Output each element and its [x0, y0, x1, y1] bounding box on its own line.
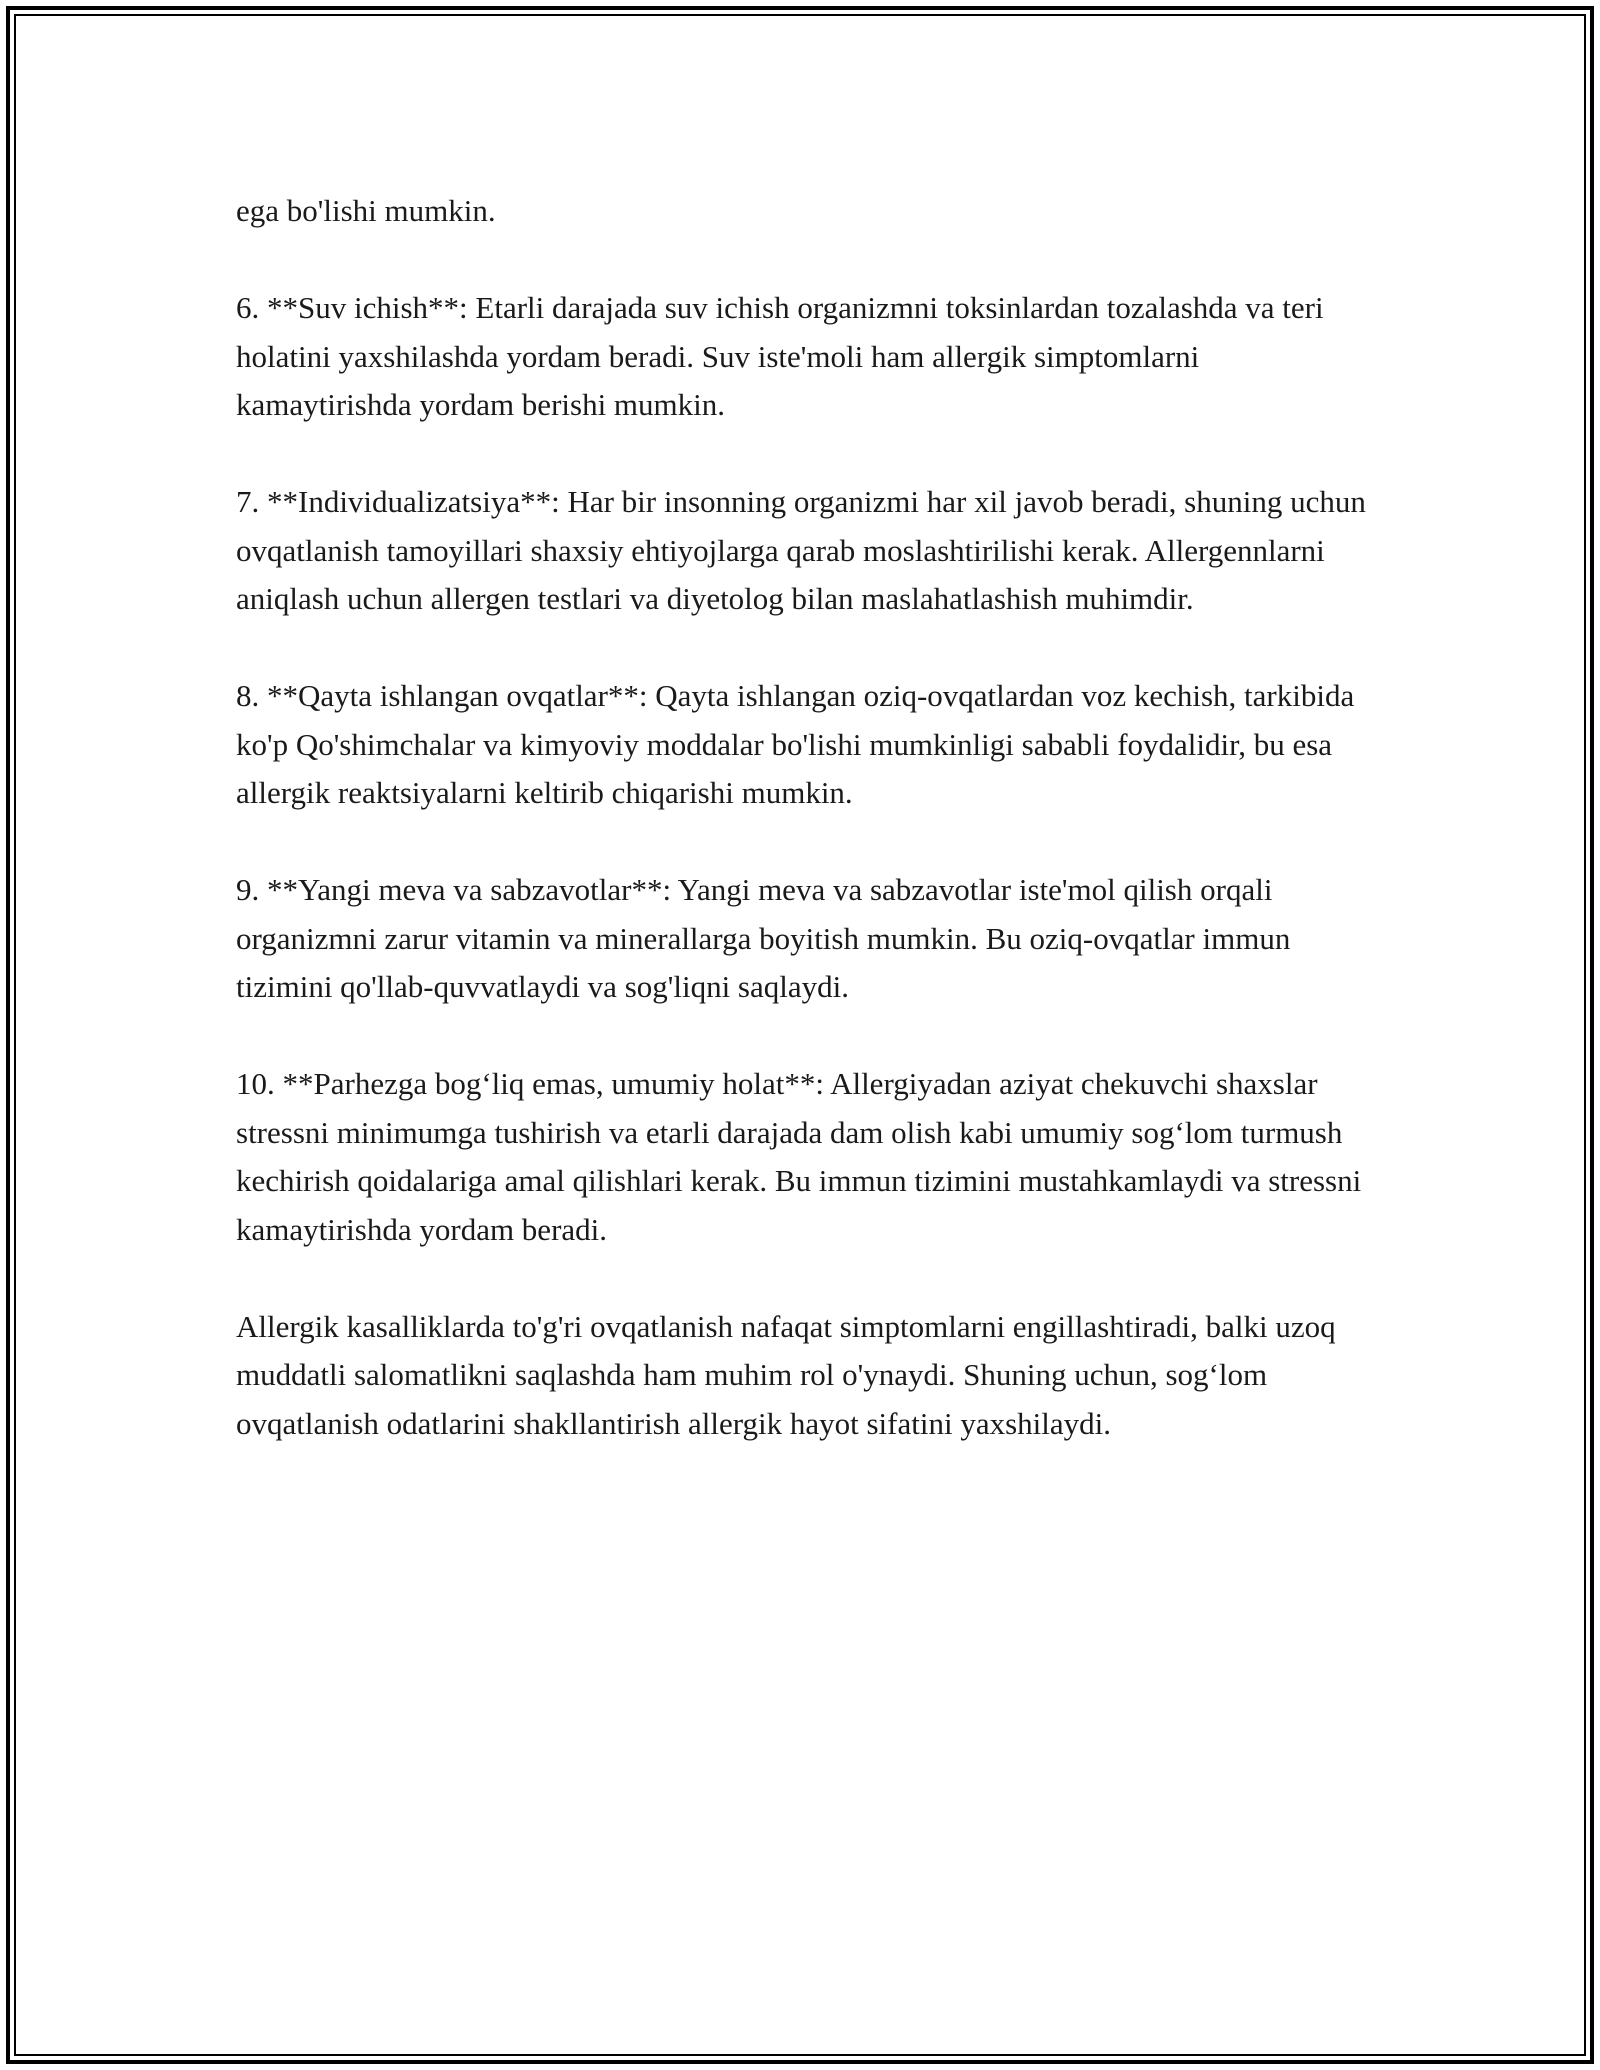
paragraph-item-7: 7. **Individualizatsiya**: Har bir insonning organizmi har xil javob beradi, shuning uchun ovqatlanish tamoyillari shaxsiy ehtiyojlarga qarab moslashtirilishi kerak. Allergennlarni aniqlash uchun allergen testlari va diyetolog bilan maslahatlashish muhimdir.: [236, 484, 1366, 616]
paragraph-item-6: 6. **Suv ichish**: Etarli darajada suv ichish organizmni toksinlardan tozalashda va teri holatini yaxshilashda yordam beradi. Suv iste'moli ham allergik simptomlarni kamaytirishda yordam berishi mumkin.: [236, 290, 1324, 422]
document-body: [236, 187, 1376, 1497]
paragraph-continuation: ega bo'lishi mumkin.: [236, 193, 496, 228]
paragraph-item-9: 9. **Yangi meva va sabzavotlar**: Yangi meva va sabzavotlar iste'mol qilish orqali organizmni zarur vitamin va minerallarga boyitish mumkin. Bu oziq-ovqatlar immun tizimini qo'llab-quvvatlaydi va sog'liqni saqlaydi.: [236, 872, 1291, 1004]
paragraph-item-10: 10. **Parhezga bog‘liq emas, umumiy holat**: Allergiyadan aziyat chekuvchi shaxslar stressni minimumga tushirish va etarli darajada dam olish kabi umumiy sog‘lom turmush kechirish qoidalariga amal qilishlari kerak. Bu immun tizimini mustahkamlaydi va stressni kamaytirishda yordam beradi.: [236, 1066, 1362, 1247]
paragraph-item-8: 8. **Qayta ishlangan ovqatlar**: Qayta ishlangan oziq-ovqatlardan voz kechish, tarkibida ko'p Qo'shimchalar va kimyoviy moddalar bo'lishi mumkinligi sababli foydalidir, bu esa allergik reaktsiyalarni keltirib chiqarishi mumkin.: [236, 678, 1355, 810]
paragraph-conclusion: Allergik kasalliklarda to'g'ri ovqatlanish nafaqat simptomlarni engillashtiradi, balki uzoq muddatli salomatlikni saqlashda ham muhim rol o'ynaydi. Shuning uchun, sog‘lom ovqatlanish odatlarini shakllantirish allergik hayot sifatini yaxshilaydi.: [236, 1308, 1336, 1441]
